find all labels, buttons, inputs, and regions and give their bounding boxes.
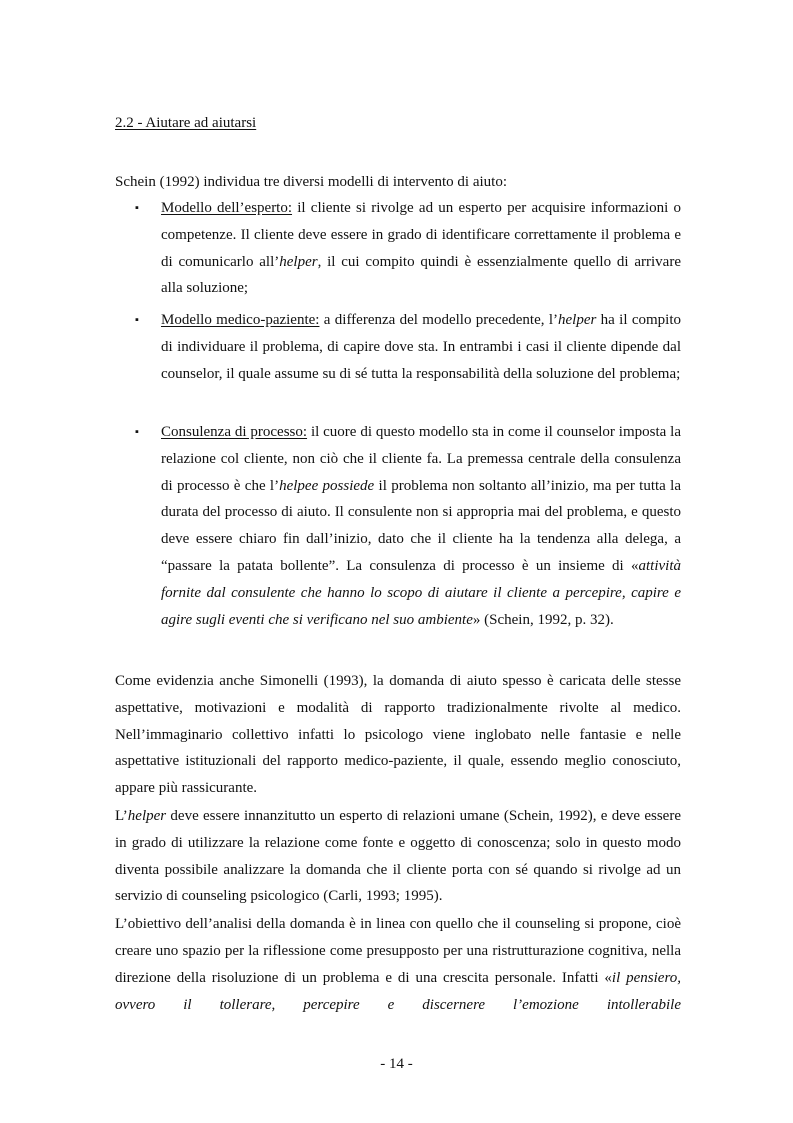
citation: » (Schein, 1992, p. 32). (472, 611, 614, 628)
italic-run: helper (279, 253, 318, 270)
bullet-term: Modello medico-paziente: (161, 312, 320, 328)
section-heading: 2.2 - Aiutare ad aiutarsi (115, 115, 257, 131)
text-run: L’obiettivo dell’analisi della domanda è in linea con quello che il counseling si propone, cioè creare uno spazio per la riflessione come presupposto per una ristrutturazione cognitiva, nella direzione della risoluzione di un problema e di una crescita personale. Infatti « (115, 916, 681, 986)
text-run: il cliente si rivolge ad un esperto per acquisire informazioni o competenze. Il cliente deve essere in grado di identificare correttamente il problema e di comunicarlo all’ (161, 200, 681, 270)
bullet-text (161, 195, 681, 302)
bullet-item-consulenza-processo (135, 419, 681, 633)
text-run: a differenza del modello precedente, l’ (319, 312, 558, 328)
italic-quote: attività fornite dal consulente che hanno lo scopo di aiutare il cliente a percepire, capire e agire sugli eventi che si verificano nel suo ambiente (161, 557, 681, 628)
text-run: ha il compito di individuare il problema, di capire dove sta. In entrambi i casi il cliente dipende dal counselor, il quale assume su di sé tutta la responsabilità della soluzione del problema; (161, 312, 681, 382)
text-run: , il cui compito quindi è essenzialmente quello di arrivare alla soluzione; (161, 253, 681, 297)
italic-run: helper (127, 807, 167, 824)
text-run: il cuore di questo modello sta in come il counselor imposta la relazione col cliente, non ciò che il cliente fa. La premessa centrale della consulenza di processo è che l’ (161, 424, 681, 494)
text-run: deve essere innanzitutto un esperto di relazioni umane (Schein, 1992), e deve essere in grado di utilizzare la relazione come fonte e oggetto di conoscenza; solo in questo modo diventa possibile analizzare la domanda che il cliente porta con sé quando si rivolge ad un servizio di counseling psicologico (Carli, 1993; 1995). (115, 807, 681, 905)
paragraph-obiettivo (115, 911, 681, 1018)
bullet-item-esperto (135, 195, 681, 302)
bullet-list (0, 195, 793, 633)
intro-paragraph: Schein (1992) individua tre diversi modelli di intervento di aiuto: (115, 174, 508, 190)
bullet-term: Modello dell’esperto: (161, 200, 293, 216)
italic-run: helpee possiede (279, 477, 375, 494)
square-bullet-icon: ▪ (135, 426, 139, 438)
page-number: - 14 - (380, 1056, 413, 1072)
bullet-item-medico-paziente (135, 307, 681, 414)
italic-quote: il pensiero, ovvero il tollerare, percepire e discernere l’emozione intollerabile (115, 969, 681, 1013)
body-paragraphs (115, 668, 681, 1018)
text-run: il problema non soltanto all’inizio, ma per tutta la durata del processo di aiuto. Il consulente non si appropria mai del problema, e questo deve essere chiaro fin dall’inizio, dato che il cliente ha la tendenza alla delega, a “passare la patata bollente”. La consulenza di processo è un insieme di « (161, 477, 681, 574)
italic-run: helper (558, 312, 597, 328)
square-bullet-icon: ▪ (135, 202, 139, 214)
bullet-term: Consulenza di processo: (161, 424, 308, 440)
bullet-text (161, 419, 681, 633)
text-run: L’ (115, 807, 128, 824)
bullet-text (161, 307, 681, 387)
paragraph-helper (115, 803, 681, 910)
square-bullet-icon: ▪ (135, 314, 139, 326)
paragraph-simonelli: Come evidenzia anche Simonelli (1993), la domanda di aiuto spesso è caricata delle stesse aspettative, motivazioni e modalità di rapporto tradizionalmente rivolte al medico. Nell’immaginario collettivo infatti lo psicologo viene inglobato nelle fantasie e nelle aspettative istituzionali del rapporto medico-paziente, il quale, essendo meglio conosciuto, appare più rassicurante. (115, 673, 681, 797)
